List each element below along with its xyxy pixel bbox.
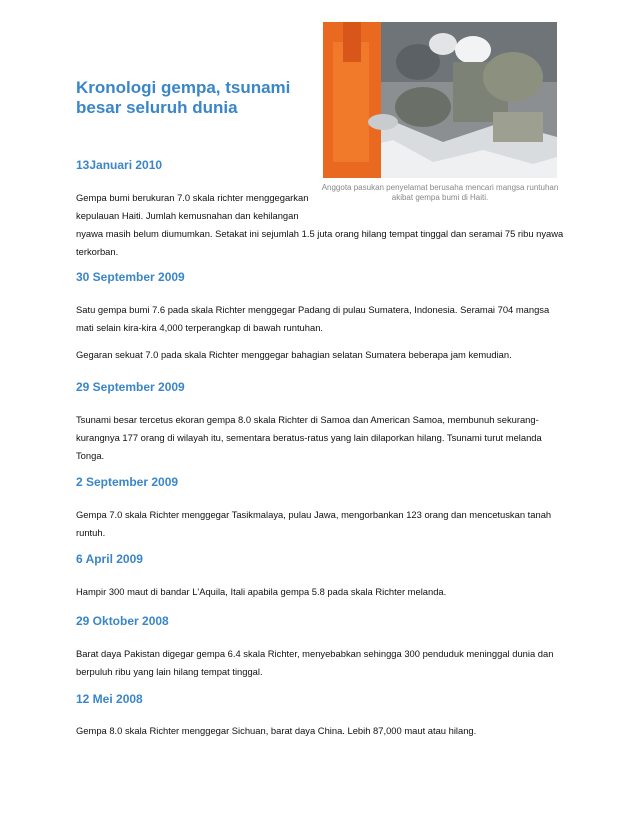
entry-line: Gempa 7.0 skala Richter menggegar Tasikmalaya, pulau Jawa, mengorbankan 123 orang dan mencetuskan tanah <box>76 509 552 520</box>
entry-text <box>76 722 476 740</box>
entry-line: Hampir 300 maut di bandar L'Aquila, Itali apabila gempa 5.8 pada skala Richter melanda. <box>76 586 447 597</box>
article-title: Kronologi gempa, tsunami besar seluruh dunia <box>76 78 291 117</box>
entry-date: 2 September 2009 <box>76 475 179 489</box>
entry-line: Gempa 8.0 skala Richter menggegar Sichuan, barat daya China. Lebih 87,000 maut atau hilang. <box>76 725 477 736</box>
entry-line: Satu gempa bumi 7.6 pada skala Richter menggegar Padang di pulau Sumatera, Indonesia. Seramai 704 mangsa <box>76 304 550 315</box>
entry-date: 12 Mei 2008 <box>76 692 143 706</box>
entry-line: runtuh. <box>76 527 106 538</box>
rescue-photo <box>323 22 557 178</box>
entry-text <box>76 506 551 542</box>
entry-line: nyawa masih belum diumumkan. Setakat ini sejumlah 1.5 juta orang hilang tempat tinggal dan seramai 75 ribu nyawa <box>76 228 564 239</box>
entry-date: 6 April 2009 <box>76 552 143 566</box>
entry-text <box>76 301 549 337</box>
entry-line: Barat daya Pakistan digegar gempa 6.4 skala Richter, menyebabkan sehingga 300 penduduk meninggal dunia dan <box>76 648 554 659</box>
entry-date: 13Januari 2010 <box>76 158 163 172</box>
entry-line: mati selain kira-kira 4,000 terperangkap di bawah runtuhan. <box>76 322 324 333</box>
entry-text <box>76 583 446 601</box>
entry-text <box>76 189 563 261</box>
entry-line: terkorban. <box>76 246 119 257</box>
entry-line: Gempa bumi berukuran 7.0 skala richter menggegarkan <box>76 192 309 203</box>
entry-date: 30 September 2009 <box>76 270 185 284</box>
entry-text <box>76 645 553 681</box>
entry-text <box>76 346 512 364</box>
entry-line: Tsunami besar tercetus ekoran gempa 8.0 skala Richter di Samoa dan American Samoa, membunuh sekurang- <box>76 414 539 425</box>
entry-line: Gegaran sekuat 7.0 pada skala Richter menggegar bahagian selatan Sumatera beberapa jam kemudian. <box>76 349 512 360</box>
entry-text <box>76 411 542 465</box>
entry-line: Tonga. <box>76 450 105 461</box>
photo-caption: Anggota pasukan penyelamat berusaha mencari mangsa runtuhan akibat gempa bumi di Haiti. <box>321 183 559 202</box>
entry-line: kurangnya 177 orang di wilayah itu, sementara beratus-ratus yang lain dilaporkan hilang. Tsunami turut melanda <box>76 432 542 443</box>
entry-line: kepulauan Haiti. Jumlah kemusnahan dan kehilangan <box>76 210 299 221</box>
entry-date: 29 September 2009 <box>76 380 185 394</box>
entry-line: berpuluh ribu yang lain hilang tempat tinggal. <box>76 666 263 677</box>
entry-date: 29 Oktober 2008 <box>76 614 169 628</box>
